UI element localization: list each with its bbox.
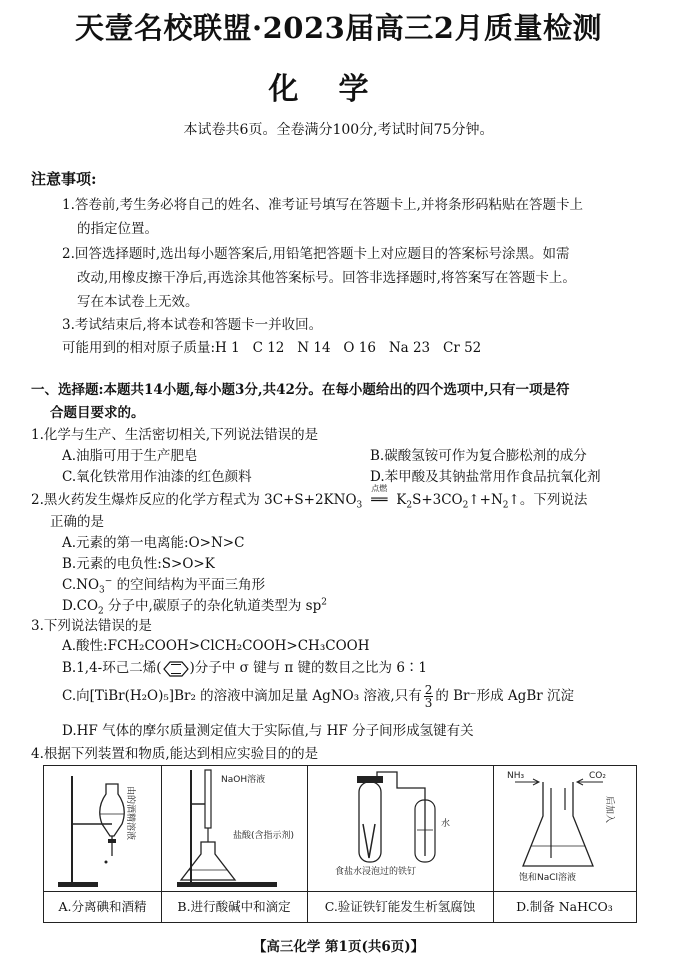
q2-product-k: K bbox=[396, 492, 407, 508]
q4-figure-table bbox=[43, 765, 637, 923]
figure-d bbox=[493, 766, 636, 922]
figure-a bbox=[44, 766, 162, 922]
fraction-denominator: 3 bbox=[424, 696, 433, 710]
q1-option-b: B.碳酸氢铵可作为复合膨松剂的成分 bbox=[370, 448, 587, 464]
q2-option-d-prefix: D.CO bbox=[62, 598, 99, 614]
q3-stem: 3.下列说法错误的是 bbox=[31, 618, 152, 634]
corrosion-apparatus-icon bbox=[307, 766, 493, 892]
figure-b-label-1: NaOH溶液 bbox=[221, 775, 266, 785]
q4-stem: 4.根据下列装置和物质,能达到相应实验目的的是 bbox=[31, 746, 319, 762]
exam-info: 本试卷共6页。全卷满分100分,考试时间75分钟。 bbox=[183, 122, 494, 138]
q2-option-d: $D.CO_2$ 分子中,碳原子的杂化轨道类型为 $sp^2$ bbox=[62, 597, 327, 617]
titration-icon bbox=[161, 766, 307, 892]
q3-option-c-text: 的 Br⁻形成 AgBr 沉淀 bbox=[435, 688, 574, 704]
figure-c-caption: C.验证铁钉能发生析氢腐蚀 bbox=[307, 891, 493, 922]
q3-option-c bbox=[62, 684, 574, 709]
section-heading: 一、选择题:本题共14小题,每小题3分,共42分。在每小题给出的四个选项中,只有一项是符 bbox=[31, 382, 570, 398]
q1-stem: 1.化学与生产、生活密切相关,下列说法错误的是 bbox=[31, 427, 319, 443]
q2-stem-tail: ↑。下列说法 bbox=[508, 492, 588, 508]
q2-product-n: ↑+N bbox=[468, 492, 503, 508]
q2-option-c-text: 的空间结构为平面三角形 bbox=[112, 577, 266, 593]
q2-option-d-text: 分子中,碳原子的杂化轨道类型为 sp bbox=[103, 598, 322, 614]
gas-bottle-icon bbox=[493, 766, 636, 892]
figure-d-caption: D.制备 NaHCO₃ bbox=[493, 891, 636, 922]
q2-stem-text: 2.黑火药发生爆炸反应的化学方程式为 3C+S+2KNO bbox=[31, 492, 357, 508]
figure-d-drawing bbox=[493, 766, 636, 892]
separatory-funnel-icon bbox=[44, 766, 161, 892]
q2-option-a: A.元素的第一电离能:O>N>C bbox=[62, 535, 245, 551]
figure-b bbox=[161, 766, 308, 922]
notice-item-2-cont2: 写在本试卷上无效。 bbox=[77, 294, 199, 310]
subject-title: 化学 bbox=[268, 72, 409, 107]
figure-a-label: 由的酒精溶液 bbox=[125, 786, 135, 841]
q3-option-d: D.HF 气体的摩尔质量测定值大于实际值,与 HF 分子间形成氢键有关 bbox=[62, 723, 474, 739]
q3-option-b-prefix: B.1,4-环己二烯( bbox=[62, 660, 162, 676]
notice-item-2-cont: 改动,用橡皮擦干净后,再选涂其他答案标号。回答非选择题时,将答案写在答题卡上。 bbox=[77, 270, 576, 286]
q2-stem-cont: 正确的是 bbox=[50, 514, 104, 530]
figure-b-drawing bbox=[161, 766, 307, 892]
notice-item-2: 2.回答选择题时,选出每小题答案后,用铅笔把答题卡上对应题目的答案标号涂黑。如需 bbox=[62, 246, 570, 262]
q3-option-b-text: )分子中 σ 键与 π 键的数目之比为 6∶1 bbox=[189, 660, 428, 676]
q2-stem: 2.黑火药发生爆炸反应的化学方程式为 $3C+S+2KNO_3$ 点燃 ══ $K_2S+3CO_2↑+N_2↑$。下列说法 bbox=[31, 484, 588, 511]
q3-option-a: A.酸性:FCH₂COOH>ClCH₂COOH>CH₃COOH bbox=[62, 638, 370, 654]
fraction-numerator: 2 bbox=[424, 683, 433, 697]
q3-option-c-prefix: C.向[TiBr(H₂O)₅]Br₂ 的溶液中滴加足量 AgNO₃ 溶液,只有 bbox=[62, 688, 422, 704]
cyclohexadiene-structure bbox=[162, 660, 190, 678]
figure-c-label-1: 水 bbox=[441, 819, 451, 829]
page-footer: 【高三化学 第1页(共6页)】 bbox=[252, 939, 425, 955]
figure-c bbox=[307, 766, 494, 922]
notice-item-3: 3.考试结束后,将本试卷和答题卡一并收回。 bbox=[62, 317, 323, 333]
figure-a-caption: A.分离碘和酒精 bbox=[44, 891, 161, 922]
q2-option-c-prefix: C.NO bbox=[62, 577, 100, 593]
section-heading-cont: 合题目要求的。 bbox=[50, 405, 145, 421]
figure-d-label-3: 饱和NaCl溶液 bbox=[519, 873, 577, 883]
q2-product-co: S+3CO bbox=[412, 492, 463, 508]
atomic-masses: 可能用到的相对原子质量:H 1 C 12 N 14 O 16 Na 23 Cr 52 bbox=[62, 340, 482, 356]
q1-option-d: D.苯甲酸及其钠盐常用作食品抗氧化剂 bbox=[370, 469, 601, 485]
notice-item-1-cont: 的指定位置。 bbox=[77, 221, 158, 237]
q2-option-c: $C.NO_3^-$ 的空间结构为平面三角形 bbox=[62, 576, 266, 596]
figure-c-drawing bbox=[307, 766, 493, 892]
exam-title: 天壹名校联盟·2023届高三2月质量检测 bbox=[75, 11, 602, 45]
q2-reaction-condition: 点燃 bbox=[371, 484, 388, 493]
notice-item-1: 1.答卷前,考生务必将自己的姓名、准考证号填写在答题卡上,并将条形码粘贴在答题卡上 bbox=[62, 197, 583, 213]
q2-option-b: B.元素的电负性:S>O>K bbox=[62, 556, 215, 572]
q1-option-a: A.油脂可用于生产肥皂 bbox=[62, 448, 198, 464]
figure-b-label-2: 盐酸(含指示剂) bbox=[233, 831, 295, 841]
figure-b-caption: B.进行酸碱中和滴定 bbox=[161, 891, 307, 922]
q2-reaction-arrow: 点燃 ══ bbox=[362, 492, 396, 508]
figure-a-drawing bbox=[44, 766, 161, 892]
q1-option-c: C.氧化铁常用作油漆的红色颜料 bbox=[62, 469, 252, 485]
figure-d-label-2: CO₂ bbox=[589, 771, 606, 781]
q3-option-b bbox=[62, 656, 427, 678]
notice-heading: 注意事项: bbox=[31, 170, 97, 188]
fraction-two-thirds bbox=[424, 684, 434, 709]
figure-c-label-2: 食盐水浸泡过的铁钉 bbox=[335, 867, 417, 877]
figure-d-label-1: NH₃ bbox=[507, 771, 525, 781]
figure-d-label-4: 后加入 bbox=[604, 796, 614, 824]
